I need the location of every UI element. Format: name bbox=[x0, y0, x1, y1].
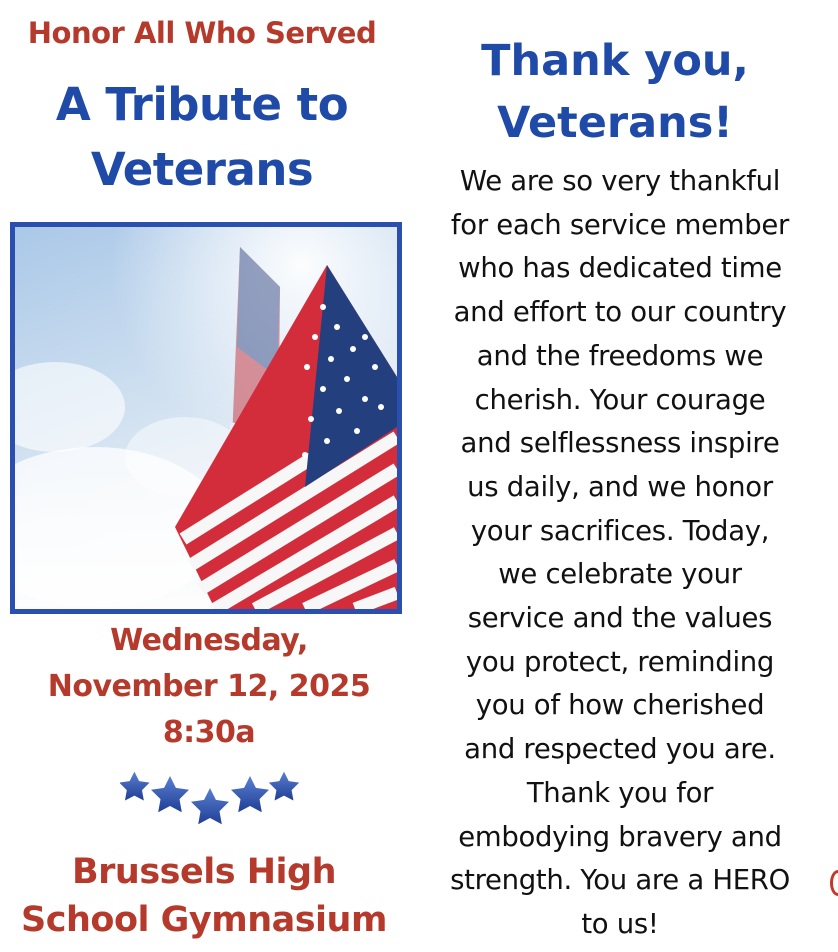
message-line: for each service member bbox=[450, 208, 790, 241]
message-line: and selflessness inspire bbox=[460, 427, 780, 460]
message-line: strength. You are a HERO bbox=[450, 864, 790, 897]
thank-you-line2: Veterans! bbox=[497, 98, 733, 148]
message-line: and effort to our country bbox=[453, 296, 787, 329]
stars-icon bbox=[120, 770, 300, 834]
message-line: cherish. Your courage bbox=[474, 383, 766, 416]
kicker-heading: Honor All Who Served bbox=[27, 16, 377, 50]
thank-you-message bbox=[420, 160, 820, 947]
message-line: We are so very thankful bbox=[459, 165, 781, 197]
event-date-time bbox=[0, 618, 418, 756]
message-line: we celebrate your bbox=[498, 558, 742, 591]
event-date-line1: Wednesday, bbox=[110, 623, 308, 658]
flyer-left-column bbox=[0, 0, 412, 952]
message-line: and the freedoms we bbox=[476, 339, 764, 372]
message-right-column bbox=[420, 0, 820, 952]
thank-you-heading bbox=[420, 30, 810, 154]
message-line: embodying bravery and bbox=[458, 820, 782, 853]
event-date-line2: November 12, 2025 bbox=[47, 669, 371, 704]
thank-you-line1: Thank you, bbox=[481, 36, 749, 86]
american-flag-photo bbox=[10, 222, 402, 614]
flag-illustration bbox=[15, 227, 397, 609]
message-line: your sacrifices. Today, bbox=[470, 514, 770, 547]
page-title: A Tribute to Veterans bbox=[55, 78, 349, 196]
event-venue bbox=[0, 848, 408, 944]
message-line: us daily, and we honor bbox=[467, 470, 773, 503]
edge-decoration bbox=[830, 870, 838, 896]
message-line: and respected you are. bbox=[464, 733, 776, 766]
message-line: to us! bbox=[581, 907, 659, 940]
message-line: you protect, reminding bbox=[465, 645, 775, 678]
message-line: you of how cherished bbox=[475, 689, 765, 722]
message-line: Thank you for bbox=[526, 776, 714, 809]
message-line: who has dedicated time bbox=[458, 252, 782, 285]
message-line: service and the values bbox=[467, 602, 773, 635]
venue-line2: School Gymnasium bbox=[21, 900, 387, 940]
event-time: 8:30a bbox=[162, 715, 256, 750]
venue-line1: Brussels High bbox=[71, 852, 337, 892]
